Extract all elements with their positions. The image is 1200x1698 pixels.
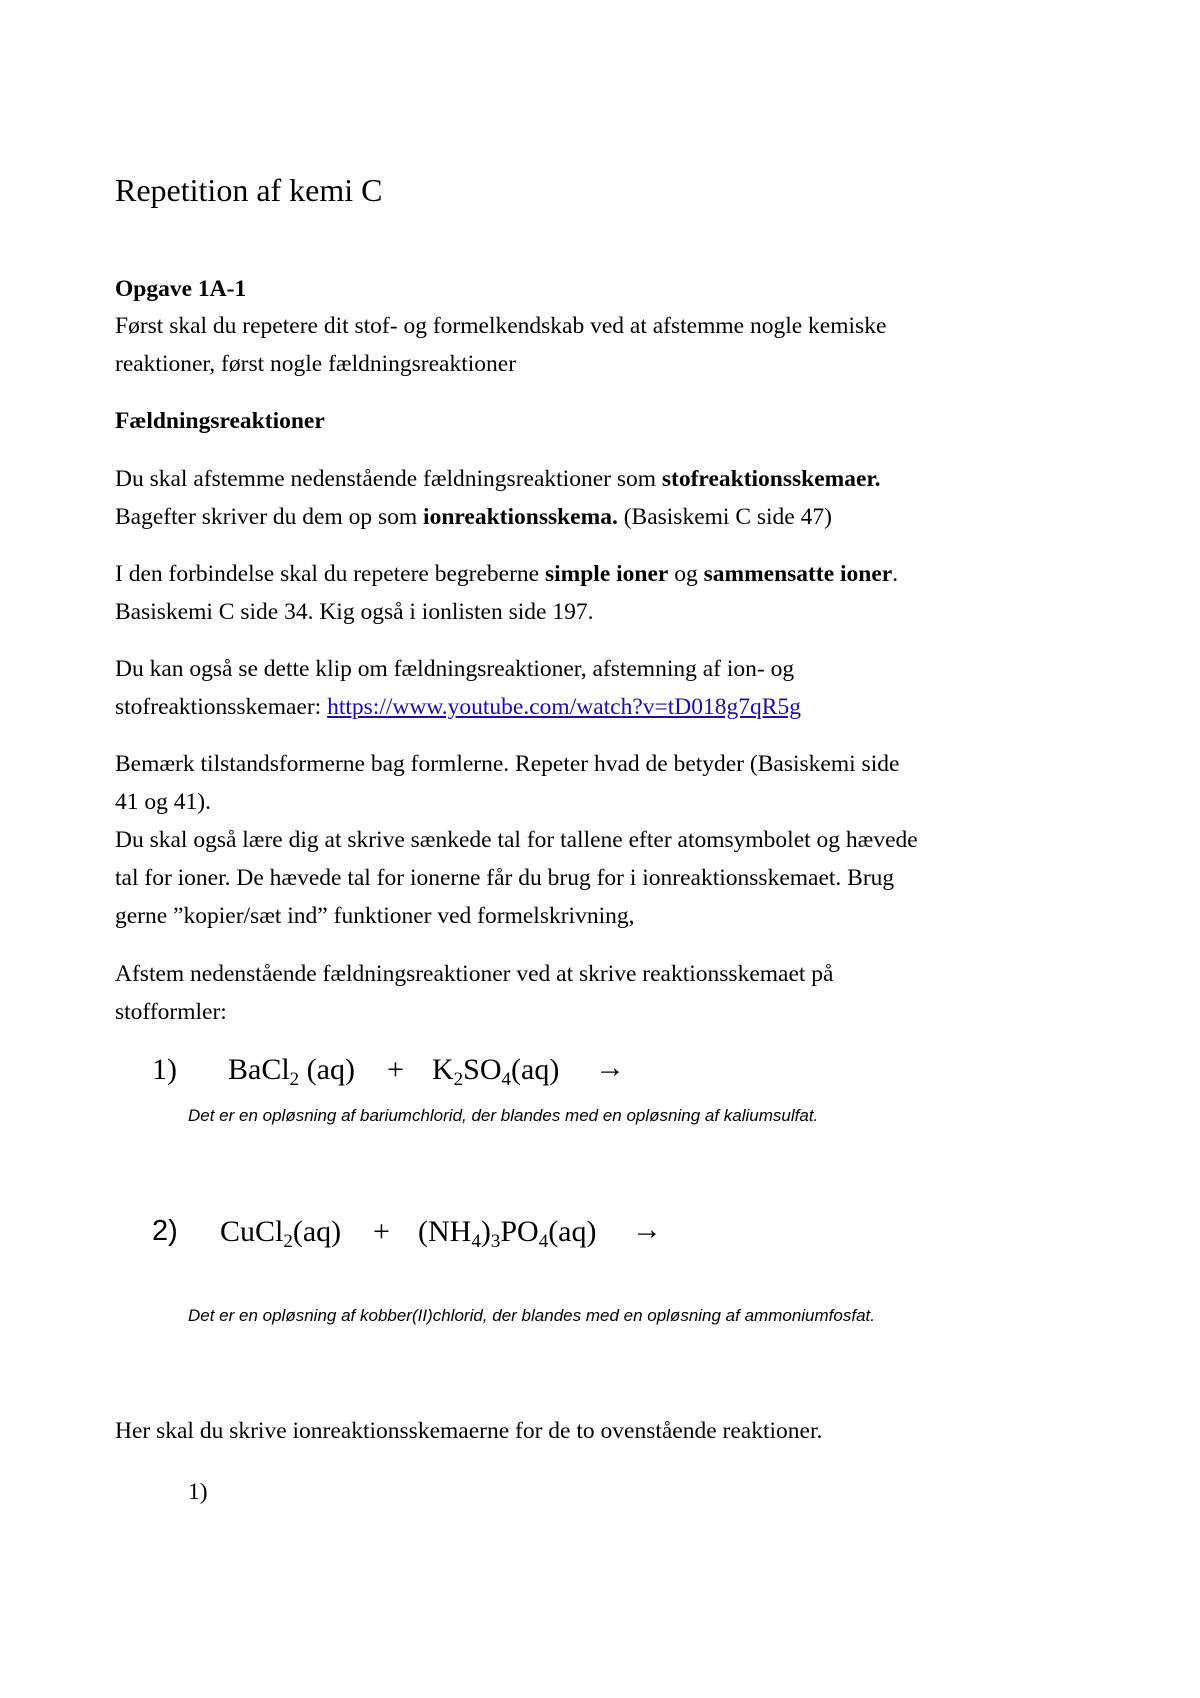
paragraph-4-line-4: tal for ioner. De hævede tal for ionerne får du brug for i ionreaktionsskemaet. Brug xyxy=(115,865,895,891)
state-aq: (aq) xyxy=(299,1053,355,1086)
term-stofreaktionsskemaer: stofreaktionsskemaer. xyxy=(661,466,881,492)
paragraph-5-line-1: Afstem nedenstående fældningsreaktioner ved at skrive reaktionsskemaet på xyxy=(115,961,834,987)
paragraph-4-line-3: Du skal også lære dig at skrive sænkede tal for tallene efter atomsymbolet og hævede xyxy=(115,827,918,853)
paragraph-1-line-1 xyxy=(115,460,881,498)
equation-1-reactant-1 xyxy=(228,1053,355,1090)
paragraph-1-line-2 xyxy=(115,498,832,536)
term-sammensatte-ioner: sammensatte ioner xyxy=(703,561,893,587)
equation-2-arrow: → xyxy=(632,1213,662,1246)
equation-1-note: Det er en opløsning af bariumchlorid, der blandes med en opløsning af kaliumsulfat. xyxy=(188,1106,819,1125)
subscript: 4 xyxy=(501,1069,512,1090)
task-intro-line-1: Først skal du repetere dit stof- og formelkendskab ved at afstemme nogle kemiske xyxy=(115,313,887,339)
subscript: 2 xyxy=(283,1231,293,1252)
formula-paren: ) xyxy=(480,1215,491,1248)
youtube-link[interactable]: https://www.youtube.com/watch?v=tD018g7qR5g xyxy=(327,694,801,720)
formula-k: K xyxy=(432,1053,454,1086)
equation-2-number: 2) xyxy=(152,1215,178,1247)
paragraph-2-og: og xyxy=(668,561,704,587)
paragraph-2-line-2: Basiskemi C side 34. Kig også i ionlisten side 197. xyxy=(115,599,594,625)
paragraph-5-line-2: stofformler: xyxy=(115,999,227,1025)
paragraph-1-reference: (Basiskemi C side 47) xyxy=(617,504,832,530)
state-aq: (aq) xyxy=(548,1215,597,1248)
paragraph-3-text: stofreaktionsskemaer: xyxy=(115,694,328,720)
subscript: 2 xyxy=(453,1069,464,1090)
equation-1-number: 1) xyxy=(152,1053,177,1086)
subscript: 4 xyxy=(538,1231,549,1252)
paragraph-4-line-5: gerne ”kopier/sæt ind” funktioner ved formelskrivning, xyxy=(115,903,635,929)
formula-cucl: CuCl xyxy=(220,1215,284,1248)
equation-2-reactant-1 xyxy=(220,1215,342,1252)
paragraph-3-line-1: Du kan også se dette klip om fældningsreaktioner, afstemning af ion- og xyxy=(115,656,795,682)
task-intro-line-2: reaktioner, først nogle fældningsreaktioner xyxy=(115,351,517,377)
paragraph-6: Her skal du skrive ionreaktionsskemaerne for de to ovenstående reaktioner. xyxy=(115,1418,823,1444)
equation-1-reactant-2 xyxy=(432,1053,560,1090)
answer-number-1: 1) xyxy=(188,1479,208,1505)
equation-2-note: Det er en opløsning af kobber(II)chlorid, der blandes med en opløsning af ammoniumfosfat. xyxy=(188,1306,875,1325)
paragraph-1-text: Du skal afstemme nedenstående fældningsreaktioner som xyxy=(115,466,662,492)
equation-1-arrow: → xyxy=(595,1051,625,1084)
paragraph-2-text: I den forbindelse skal du repetere begreberne xyxy=(115,561,545,587)
formula-po: PO xyxy=(500,1215,539,1248)
formula-so: SO xyxy=(463,1053,502,1086)
state-aq: (aq) xyxy=(511,1053,560,1086)
subscript: 3 xyxy=(490,1231,501,1252)
paragraph-3-line-2 xyxy=(115,688,801,726)
section-heading: Fældningsreaktioner xyxy=(115,408,325,434)
term-simple-ioner: simple ioner xyxy=(544,561,669,587)
paragraph-4-line-1: Bemærk tilstandsformerne bag formlerne. Repeter hvad de betyder (Basiskemi side xyxy=(115,751,900,777)
equation-2-reactant-2 xyxy=(418,1215,597,1252)
state-aq: (aq) xyxy=(292,1215,342,1248)
paragraph-4-line-2: 41 og 41). xyxy=(115,789,211,815)
page-title: Repetition af kemi C xyxy=(115,172,383,208)
paragraph-2-line-1 xyxy=(115,555,898,593)
equation-2-plus: + xyxy=(373,1215,390,1248)
equation-1-plus: + xyxy=(387,1053,404,1086)
subscript: 4 xyxy=(471,1231,481,1252)
formula-nh: (NH xyxy=(418,1215,472,1248)
formula-bacl: BaCl xyxy=(228,1053,290,1086)
task-heading: Opgave 1A-1 xyxy=(115,276,247,302)
paragraph-1-text-2: Bagefter skriver du dem op som xyxy=(115,504,424,530)
subscript: 2 xyxy=(289,1069,300,1090)
term-ionreaktionsskema: ionreaktionsskema. xyxy=(423,504,618,530)
paragraph-2-period: . xyxy=(892,561,899,587)
